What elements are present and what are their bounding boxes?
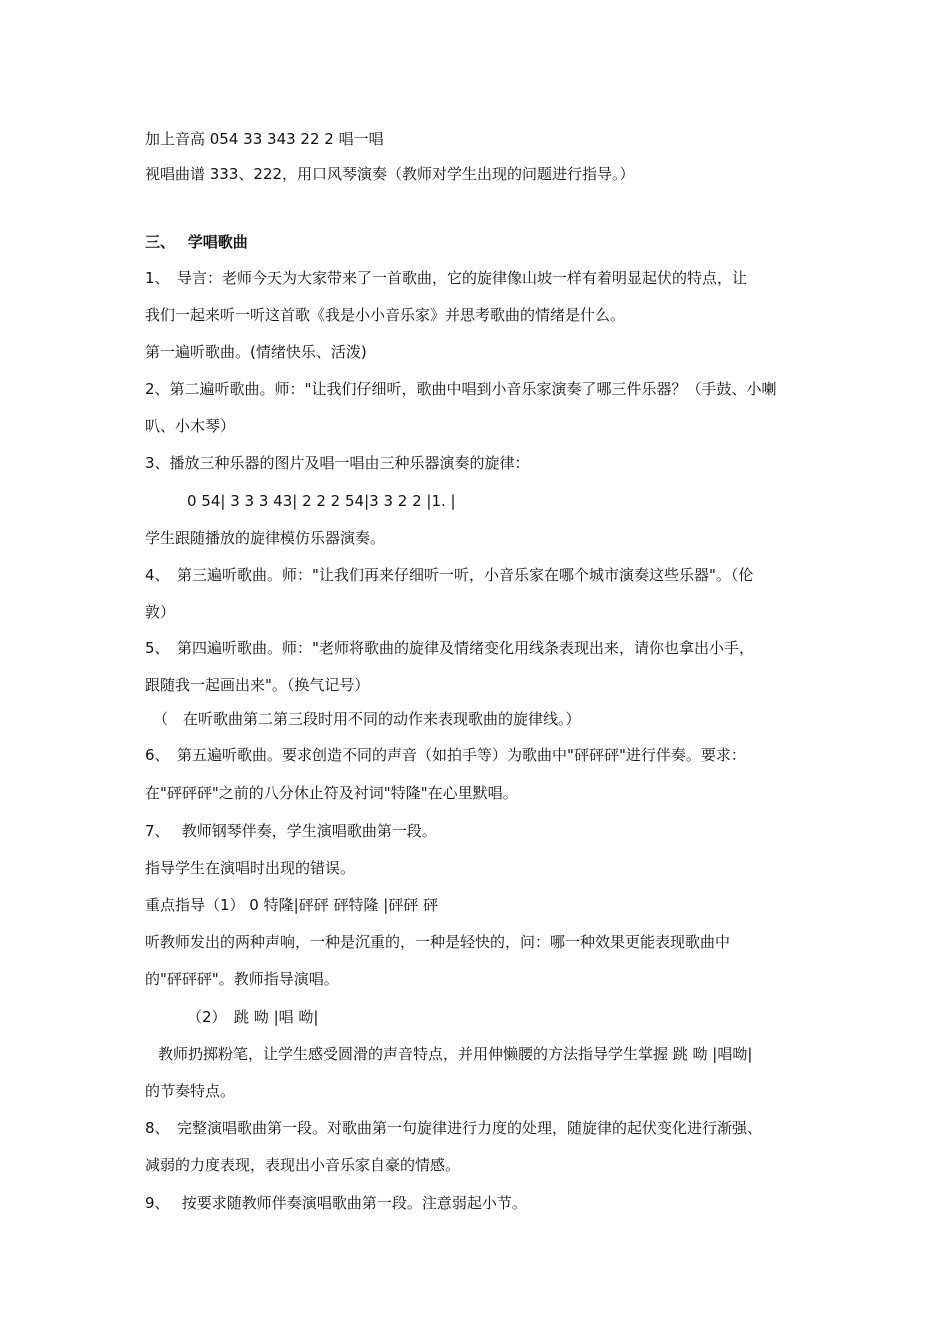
step-7-line: 7、 教师钢琴伴奏，学生演唱歌曲第一段。 <box>145 822 437 840</box>
sight-singing-line: 视唱曲谱 333、222，用口风琴演奏（教师对学生出现的问题进行指导。） <box>145 165 635 183</box>
step-1-line-2: 我们一起来听一听这首歌《我是小小音乐家》并思考歌曲的情绪是什么。 <box>145 306 626 324</box>
key-guidance-1-line: 重点指导（1） 0 特隆|砰砰 砰特隆 |砰砰 砰 <box>145 896 439 914</box>
step-6-line-1: 6、 第五遍听歌曲。要求创造不同的声音（如拍手等）为歌曲中"砰砰砰"进行伴奏。要求： <box>145 746 746 764</box>
movement-note-line: （ 在听歌曲第二第三段时用不同的动作来表现歌曲的旋律线。） <box>153 710 581 728</box>
chalk-line-2: 的节奏特点。 <box>145 1082 236 1100</box>
key-guidance-2-line: （2） 跳 呦 |唱 呦| <box>187 1008 319 1026</box>
step-4-line-1: 4、 第三遍听歌曲。师："让我们再来仔细听一听，小音乐家在哪个城市演奏这些乐器"。（伦 <box>145 566 754 584</box>
two-sounds-line-2: 的"砰砰砰"。教师指导演唱。 <box>145 970 339 988</box>
first-listen-line: 第一遍听歌曲。(情绪快乐、活泼) <box>145 343 367 361</box>
step-3-line: 3、播放三种乐器的图片及唱一唱由三种乐器演奏的旋律： <box>145 454 530 472</box>
step-5-line-2: 跟随我一起画出来"。（换气记号） <box>145 676 370 694</box>
step-5-line-1: 5、 第四遍听歌曲。师："老师将歌曲的旋律及情绪变化用线条表现出来，请你也拿出小手， <box>145 639 754 657</box>
step-4-line-2: 敦） <box>145 603 176 621</box>
guidance-line: 指导学生在演唱时出现的错误。 <box>145 859 356 877</box>
chalk-line-1: 教师扔掷粉笔，让学生感受圆滑的声音特点，并用伸懒腰的方法指导学生掌握 跳 呦 |唱呦| <box>158 1045 753 1063</box>
step-1-line-1: 1、 导言：老师今天为大家带来了一首歌曲，它的旋律像山坡一样有着明显起伏的特点，让 <box>145 269 748 287</box>
melody-notation: 0 54| 3 3 3 43| 2 2 2 54|3 3 2 2 |1. | <box>187 492 456 510</box>
step-2-line-1: 2、第二遍听歌曲。师："让我们仔细听，歌曲中唱到小音乐家演奏了哪三件乐器？（手鼓、小喇 <box>145 380 777 398</box>
step-2-line-2: 叭、小木琴） <box>145 417 236 435</box>
step-9-line: 9、 按要求随教师伴奏演唱歌曲第一段。注意弱起小节。 <box>145 1194 527 1212</box>
two-sounds-line-1: 听教师发出的两种声响，一种是沉重的，一种是轻快的，问：哪一种效果更能表现歌曲中 <box>145 933 731 951</box>
step-6-line-2: 在"砰砰砰"之前的八分休止符及衬词"特隆"在心里默唱。 <box>145 784 518 802</box>
imitation-line: 学生跟随播放的旋律模仿乐器演奏。 <box>145 529 386 547</box>
step-8-line-1: 8、 完整演唱歌曲第一段。对歌曲第一句旋律进行力度的处理，随旋律的起伏变化进行渐强、 <box>145 1119 763 1137</box>
step-8-line-2: 减弱的力度表现，表现出小音乐家自豪的情感。 <box>145 1156 461 1174</box>
section-heading: 三、 学唱歌曲 <box>145 233 248 251</box>
pitch-practice-line: 加上音高 054 33 343 22 2 唱一唱 <box>145 130 384 148</box>
